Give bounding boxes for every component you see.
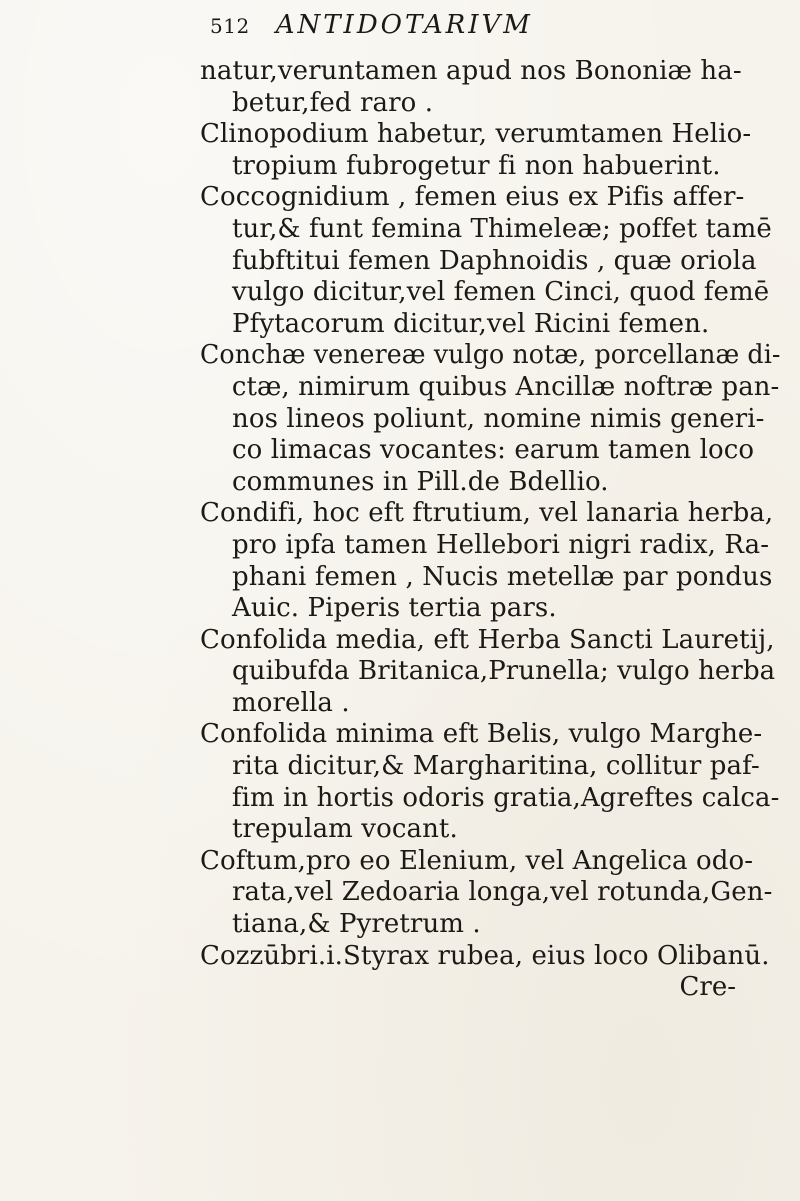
text-line: quibufda Britanica,Prunella; vulgo herba [232,656,776,687]
text-line: rita dicitur,& Margharitina, collitur paf- [232,751,760,782]
catchword: Cre- [679,972,736,1003]
text-line: Condifi, hoc eft ftrutium, vel lanaria herba, [200,498,774,529]
entry-cozzubri [200,941,780,973]
text-line: Auic. Piperis tertia pars. [232,593,557,624]
entry-bononia [200,56,780,119]
text-line: tur,& funt femina Thimeleæ; poffet tamē [232,213,772,244]
entry-costum [200,846,780,941]
text-line: Coftum,pro eo Elenium, vel Angelica odo- [200,845,754,876]
entry-consolida-minima [200,719,780,845]
text-line: phani femen , Nucis metellæ par pondus [232,561,773,592]
text-line: Coccognidium , femen eius ex Pifis affer- [200,182,745,213]
text-line: fubftitui femen Daphnoidis , quæ oriola [232,245,757,276]
text-block [200,56,780,1004]
text-line: pro ipfa tamen Hellebori nigri radix, Ra- [232,529,770,560]
text-line: natur,veruntamen apud nos Bononiæ ha- [200,56,742,86]
page-header [210,10,770,50]
text-line: Conchæ venereæ vulgo notæ, porcellanæ di- [200,340,781,371]
text-line: Confolida minima eft Belis, vulgo Marghe- [200,719,763,750]
page-number: 512 [210,14,250,38]
text-line: rata,vel Zedoaria longa,vel rotunda,Gen- [232,877,773,908]
text-line: tropium fubrogetur fi non habuerint. [232,150,721,181]
entry-clinopodium [200,119,780,182]
text-line: nos lineos poliunt, nomine nimis generi- [232,403,765,434]
text-line: betur,fed raro . [232,87,434,118]
text-line: Clinopodium habetur, verumtamen Helio- [200,119,752,150]
text-line: vulgo dicitur,vel femen Cinci, quod femē [232,277,770,308]
text-line: Pfytacorum dicitur,vel Ricini femen. [232,308,710,339]
text-line: co limacas vocantes: earum tamen loco [232,435,755,466]
text-line: Cozzūbri.i.Styrax rubea, eius loco Olibanū. [200,940,770,971]
text-line: fim in hortis odoris gratia,Agreftes calca- [231,782,780,813]
entry-conchae-venereae [200,340,780,498]
text-line: communes in Pill.de Bdellio. [232,466,609,497]
text-line: morella . [232,687,350,718]
text-line: ctæ, nimirum quibus Ancillæ noftræ pan- [231,371,780,402]
entry-consolida-media [200,625,780,720]
text-line: Confolida media, eft Herba Sancti Lauretij, [200,624,775,655]
entry-condisi [200,498,780,624]
text-line: trepulam vocant. [232,814,458,845]
entry-coccognidium [200,182,780,340]
running-head: ANTIDOTARIVM [275,10,533,40]
text-line: tiana,& Pyretrum . [232,909,481,940]
